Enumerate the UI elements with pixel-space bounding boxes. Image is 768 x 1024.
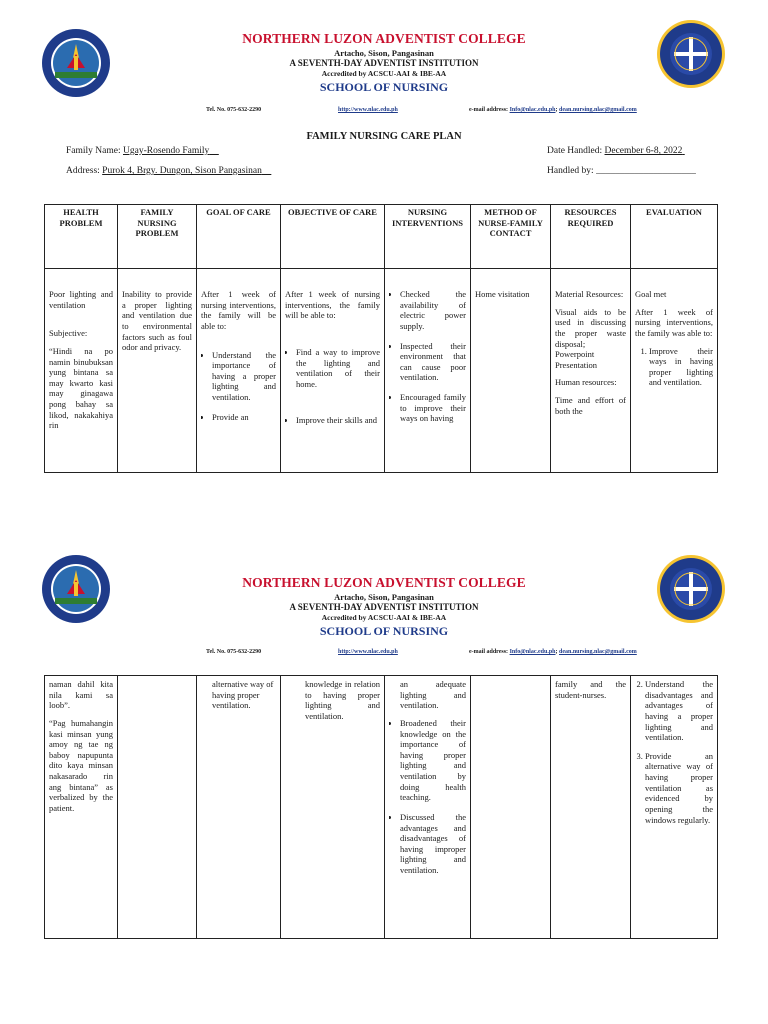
handled-by-label: Handled by: xyxy=(547,166,594,176)
table-row xyxy=(45,676,718,939)
handled-by-line xyxy=(547,166,696,176)
document-title: FAMILY NURSING CARE PLAN xyxy=(306,131,462,142)
subjective-quote: “Hindi na po namin binubuksan yung bintana sa may kwarto kasi may ginagawa pong bahay sa likod, nakakahiya rin xyxy=(49,345,113,431)
intervention-item: • Checked the availability of electric power supply. xyxy=(400,289,466,332)
college-address: Artacho, Sison, Pangasinan xyxy=(334,592,434,602)
objective-intro: After 1 week of nursing interventions, the family will be able to: xyxy=(285,289,380,321)
address-value: Purok 4, Brgy. Dungon, Sison Pangasinan xyxy=(102,166,262,176)
email-link-1[interactable]: Info@nlac.edu.ph xyxy=(509,649,556,655)
website-link[interactable]: http://www.nlac.edu.ph xyxy=(338,107,398,113)
care-plan-table-page-1 xyxy=(44,204,718,473)
website-link[interactable]: http://www.nlac.edu.ph xyxy=(338,649,398,655)
nursing-seal-icon xyxy=(656,554,726,624)
care-plan-table-page-2 xyxy=(44,675,718,939)
col-health-problem: HEALTH PROBLEM xyxy=(45,205,118,269)
family-name-label: Family Name: xyxy=(66,146,121,156)
human-resources-label: Human resources: xyxy=(555,377,617,388)
goal-intro: After 1 week of nursing interventions, the family will be able to: xyxy=(201,289,276,331)
date-line xyxy=(547,146,685,156)
col-goal-of-care: GOAL OF CARE xyxy=(197,205,281,269)
goal-cell xyxy=(201,289,276,469)
table-row xyxy=(45,269,718,473)
evaluation-status: Goal met xyxy=(635,289,667,299)
date-label: Date Handled: xyxy=(547,146,603,156)
col-nursing-interventions: NURSING INTERVENTIONS xyxy=(385,205,471,269)
resources-cell: family and the student-nurses. xyxy=(555,679,626,700)
evaluation-item: 2. Understand the disadvantages and advantages of having a proper lighting and ventilation. xyxy=(645,679,713,743)
col-objective-of-care: OBJECTIVE OF CARE xyxy=(281,205,385,269)
evaluation-cell xyxy=(635,289,713,469)
col-resources-required: RESOURCES REQUIRED xyxy=(551,205,631,269)
intervention-item: • Encouraged family to improve their ways on having xyxy=(400,392,466,424)
interventions-cell xyxy=(389,679,466,935)
email-link-2[interactable]: dean.nursing.nlac@gmail.com xyxy=(559,649,637,655)
institution-line: A SEVENTH-DAY ADVENTIST INSTITUTION xyxy=(289,602,479,612)
email-label: e-mail address: xyxy=(469,649,509,655)
evaluation-intro: After 1 week of nursing interventions, the family was able to: xyxy=(635,306,713,338)
method-cell: Home visitation xyxy=(475,289,530,299)
college-seal-icon xyxy=(41,554,111,624)
human-resources-text: Time and effort of both the xyxy=(555,395,626,416)
objective-item: • Find a way to improve the lighting and ventilation of their home. xyxy=(296,347,380,390)
email-link-1[interactable]: Info@nlac.edu.ph xyxy=(509,107,556,113)
evaluation-item: 1. Improve their ways in having proper lighting and ventilation. xyxy=(649,346,713,389)
goal-item: • Provide an xyxy=(212,412,276,423)
school-name: SCHOOL OF NURSING xyxy=(319,624,449,638)
tel-number: Tel. No. 075-632-2290 xyxy=(206,107,262,113)
page-1 xyxy=(0,0,768,490)
col-family-nursing-problem: FAMILY NURSING PROBLEM xyxy=(118,205,197,269)
email-label: e-mail address: xyxy=(469,107,509,113)
address-line xyxy=(66,166,271,176)
health-problem-cell xyxy=(49,679,113,935)
evaluation-item: 3. Provide an alternative way of having proper ventilation as evidenced by opening the windows regularly. xyxy=(645,751,713,825)
college-seal-icon xyxy=(41,28,111,98)
intervention-item: • Inspected their environment that can cause poor ventilation. xyxy=(400,341,466,384)
health-problem-title: Poor lighting and ventilation xyxy=(49,289,113,310)
college-address: Artacho, Sison, Pangasinan xyxy=(334,48,434,58)
subjective-label: Subjective: xyxy=(49,328,88,339)
email-separator: ; xyxy=(555,649,558,655)
subjective-quote-2: “Pag humahangin kasi minsan yung amoy ng tae ng baboy napupunta dito kaya minsan nakasarado rin ang bintana” as verbalized by the patient. xyxy=(49,717,113,813)
objective-cell xyxy=(285,289,380,469)
goal-item: • Understand the importance of having a proper lighting and ventilation. xyxy=(212,350,276,403)
material-resources-label: Material Resources: xyxy=(555,289,624,299)
quote-continuation: naman dahil kita nila kami sa loob”. xyxy=(49,679,113,711)
school-name: SCHOOL OF NURSING xyxy=(319,80,449,94)
letterhead xyxy=(120,31,648,95)
institution-line: A SEVENTH-DAY ADVENTIST INSTITUTION xyxy=(289,58,479,68)
col-evaluation: EVALUATION xyxy=(631,205,718,269)
intervention-continuation: an adequate lighting and ventilation. xyxy=(400,679,466,711)
resources-cell xyxy=(555,289,626,469)
accreditation-line: Accredited by ACSCU-AAI & IBE-AA xyxy=(321,613,447,622)
college-name: NORTHERN LUZON ADVENTIST COLLEGE xyxy=(242,31,526,46)
nursing-seal-icon xyxy=(656,19,726,89)
tel-number: Tel. No. 075-632-2290 xyxy=(206,649,262,655)
objective-item: • Improve their skills and xyxy=(296,415,380,426)
handled-by-value: _____________________ xyxy=(596,166,696,176)
family-nursing-problem-cell: Inability to provide a proper lighting and ventilation due to environmental factors such as foul odor and privacy. xyxy=(122,289,192,353)
evaluation-cell xyxy=(631,679,713,935)
page-2 xyxy=(0,544,768,1024)
date-value: December 6-8, 2022 xyxy=(604,146,683,156)
table-header-row xyxy=(45,205,718,269)
email-separator: ; xyxy=(555,107,558,113)
objective-cell: knowledge in relation to having proper lighting and ventilation. xyxy=(305,679,380,721)
letterhead xyxy=(120,575,648,639)
intervention-item: • Broadened their knowledge on the importance of having proper lighting and ventilation by doing health teaching. xyxy=(400,718,466,803)
accreditation-line: Accredited by ACSCU-AAI & IBE-AA xyxy=(321,69,447,78)
college-name: NORTHERN LUZON ADVENTIST COLLEGE xyxy=(242,575,526,590)
family-name-value: Ugay-Rosendo Family xyxy=(123,146,210,156)
health-problem-cell xyxy=(49,289,113,469)
intervention-item: • Discussed the advantages and disadvantages of having improper lighting and ventilation. xyxy=(400,812,466,876)
email-link-2[interactable]: dean.nursing.nlac@gmail.com xyxy=(559,107,637,113)
interventions-cell xyxy=(389,289,466,469)
address-label: Address: xyxy=(66,166,100,176)
col-method-of-contact: METHOD OF NURSE-FAMILY CONTACT xyxy=(471,205,551,269)
family-name-line xyxy=(66,146,219,156)
material-resources-text: Visual aids to be used in discussing the proper waste disposal; Powerpoint Presentation xyxy=(555,306,626,370)
goal-cell: alternative way of having proper ventilation. xyxy=(212,679,274,711)
